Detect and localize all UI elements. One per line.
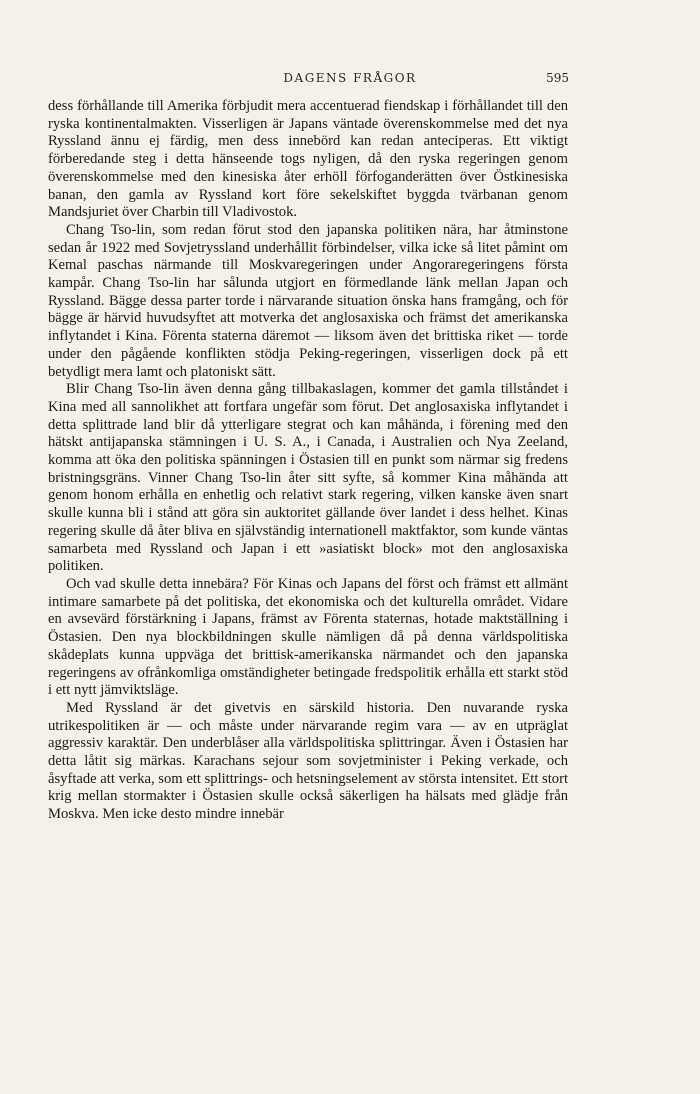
body-text (48, 98, 568, 824)
page-number: 595 (546, 71, 569, 85)
paragraph-2: Chang Tso-lin, som redan förut stod den japanska politiken nära, har åtminstone sedan år 1922 med Sovjetryssland underhållit förbindelser, vilka icke så litet påmint om Kemal paschas närmande till Moskvaregeringen under Angoraregeringens första kampår. Chang Tso-lin har sålunda utgjort en förmedlande länk mellan Japan och Ryssland. Bägge dessa parter torde i närvarande situation önska hans framgång, och för bägge är härvid huvudsyftet att motverka det anglosaxiska och främst det amerikanska inflytandet i Kina. Förenta staterna däremot — liksom även det brittiska riket — torde under den pågående konflikten stödja Peking-regeringen, visserligen dock på ett betydligt mera lamt och platoniskt sätt. (48, 221, 568, 380)
running-title: DAGENS FRÅGOR (283, 71, 417, 85)
paragraph-1: dess förhållande till Amerika förbjudit mera accentuerad fiendskap i förhållandet till den ryska kontinentalmakten. Visserligen är Japans väntade överenskommelse med det nya Ryssland ännu ej färdig, men dess innebörd kan redan anteciperas. Ett viktigt förberedande steg i detta hänseende togs nyligen, då den ryska regeringen genom överenskommelse med den kinesiska åter erhöll förfoganderätten över Östkinesiska banan, den gamla av Ryssland kort före sekelskiftet byggda tvärbanan genom Mandsjuriet över Charbin till Vladivostok. (48, 98, 568, 221)
paragraph-5: Med Ryssland är det givetvis en särskild historia. Den nuvarande ryska utrikespolitiken är — och måste under närvarande regim vara — av en utpräglat aggressiv karaktär. Den underblåser alla världspolitiska splittringar. Även i Östasien har detta låtit sig märkas. Karachans sejour som sovjetminister i Peking verkade, och åsyftade att verka, som ett splittrings- och hetsningselement av största intensitet. Ett stort krig mellan stormakter i Östasien skulle också säkerligen ha hälsats med glädje från Moskva. Men icke desto mindre innebär (48, 699, 568, 823)
paragraph-3: Blir Chang Tso-lin även denna gång tillbakaslagen, kommer det gamla tillståndet i Kina med all sannolikhet att fortfara ungefär som förut. Det anglosaxiska inflytandet i detta splittrade land blir då ytterligare stegrat och kan måhända, i förening med den hätskt antijapanska stämningen i U. S. A., i Canada, i Australien och Nya Zeeland, komma att öka den politiska spänningen i Östasien till en punkt som närmar sig fredens bristningsgräns. Vinner Chang Tso-lin åter sitt syfte, så kommer Kina måhända att genom honom erhålla en enhetlig och relativt stark regering, vilken kanske även snart skulle kunna bli i stånd att göra sin auktoritet gällande över landet i dess helhet. Kinas regering skulle då åter bliva en självständig internationell maktfaktor, som kunde väntas samarbeta med Ryssland och Japan i ett »asiatiskt block» mot den anglosaxiska politiken. (48, 381, 568, 575)
paragraph-4: Och vad skulle detta innebära? För Kinas och Japans del först och främst ett allmänt intimare samarbete på det politiska, det ekonomiska och det kulturella området. Vidare en avsevärd förstärkning i Japans, främst av Förenta staternas, hotade maktställning i Östasien. Den nya blockbildningen skulle nämligen då på denna världspolitiska skådeplats kunna uppväga det brittisk-amerikanska närmandet och den japanska regeringens av ofrånkomliga omständigheter betingade fredspolitik erhålla ett starkt stöd i ett nytt jämviktsläge. (48, 575, 568, 699)
running-header (0, 68, 700, 88)
